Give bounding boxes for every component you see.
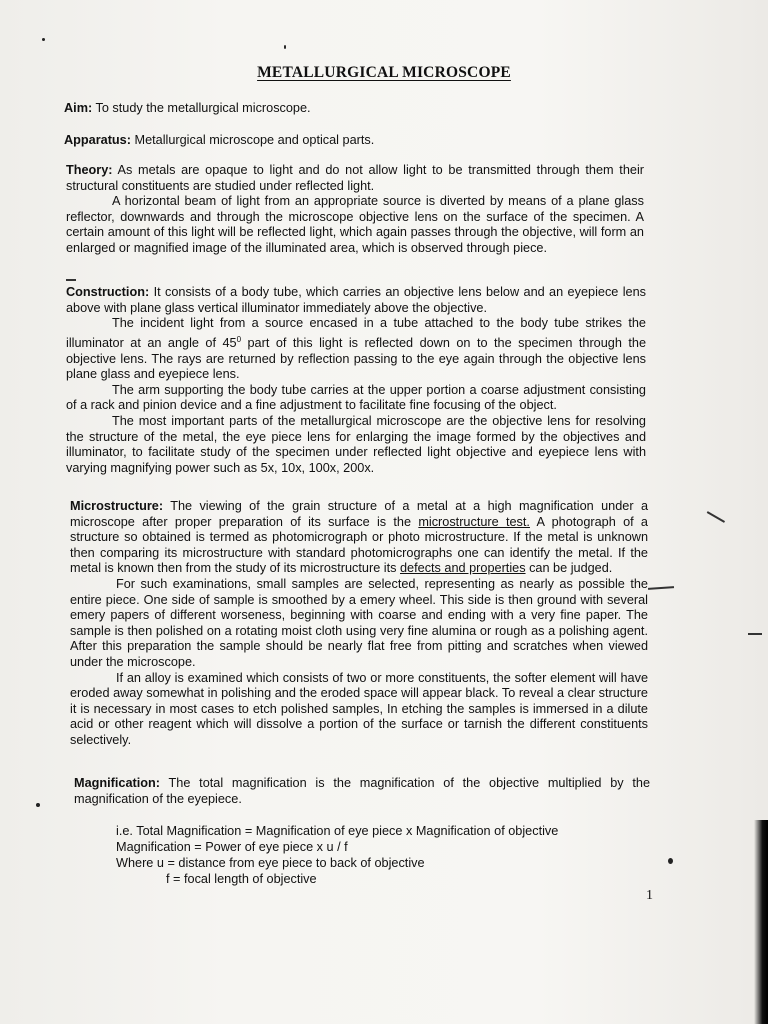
theory-label: Theory: (66, 163, 113, 177)
scan-speck (668, 858, 673, 864)
microstructure-paragraph-2: For such examinations, small samples are selected, representing as nearly as possible the entire piece. One side of sample is smoothed by a emery wheel. This side is then ground with several emery papers of different worseness, beginning with coarse and ending with a very fine paper. The sample is then polished on a rotating moist cloth using very fine alumina or rough as a polishing agent. After this preparation the sample should be nearly flat free from pitting and scratches when viewed under the microscope. (70, 576, 648, 669)
apparatus-label: Apparatus: (64, 133, 131, 147)
aim-label: Aim: (64, 101, 93, 115)
aim-text: To study the metallurgical microscope. (95, 101, 311, 115)
theory-paragraph-1 (66, 163, 644, 194)
microstructure-text-1c: can be judged. (525, 561, 613, 576)
apparatus-section (64, 133, 664, 149)
degree-superscript: 0 (236, 334, 242, 344)
construction-text-2b: part of this light is reflected down on to the specimen through the objective lens. The rays are returned by reflection passing to the eye again through the objective lens plane glass and eyepiece lens. (66, 336, 646, 382)
magnification-section (74, 776, 650, 807)
formula-magnification: Magnification = Power of eye piece x u / f (116, 840, 348, 854)
aim-section (64, 101, 664, 117)
microstructure-test-underlined: microstructure test. (418, 514, 530, 529)
formula-where-u: Where u = distance from eye piece to back of objective (116, 856, 425, 870)
defects-properties-underlined: defects and properties (400, 561, 526, 576)
microstructure-label: Microstructure: (70, 499, 164, 513)
scan-stroke (66, 279, 76, 281)
construction-paragraph-2 (66, 316, 646, 383)
construction-text-2a: The incident light from a source encased in a tube attached to the body tube strikes the illuminator at an angle of 45 (66, 316, 646, 351)
microstructure-section (70, 499, 648, 749)
scan-stroke (748, 633, 762, 635)
formula-total-magnification: i.e. Total Magnification = Magnification of eye piece x Magnification of objective (116, 824, 559, 838)
theory-text-1: As metals are opaque to light and do not allow light to be transmitted through them their structural constituents are studied under reflected light. (66, 163, 644, 193)
formula-where-f: f = focal length of objective (166, 872, 317, 886)
magnification-text: The total magnification is the magnification of the objective multiplied by the magnification of the eyepiece. (74, 776, 651, 806)
page-number: 1 (646, 888, 653, 903)
scan-stroke (707, 511, 725, 522)
scan-stroke (648, 586, 674, 589)
apparatus-text: Metallurgical microscope and optical parts. (134, 133, 375, 147)
construction-text-1: It consists of a body tube, which carries an objective lens below and an eyepiece lens above with plane glass vertical illuminator immediately above the objective. (66, 285, 646, 315)
microstructure-text-1a: The viewing of the grain structure of a metal at a high magnification under a microscope after proper preparation of its surface is the (70, 499, 648, 529)
scan-speck (36, 803, 40, 807)
page-title: METALLURGICAL MICROSCOPE (257, 64, 511, 81)
scan-speck (284, 45, 286, 49)
microstructure-text-1b: A photograph of a structure so obtained is termed as photomicrograph or photo microstructure. If the metal is unknown then comparing its microstructure with standard photomicrographs one can identify the metal. If the metal is known then from the study of its microstructure its (70, 514, 648, 576)
microstructure-paragraph-3: If an alloy is examined which consists of two or more constituents, the softer element will have eroded away somewhat in polishing and the eroded space will appear black. To reveal a clear structure it is necessary in most cases to etch polished samples, In etching the samples is immersed in a dilute acid or other reagent which will dissolve a portion of the surface or tarnish the different constituents selectively. (70, 670, 648, 747)
construction-paragraph-1 (66, 285, 646, 316)
construction-paragraph-4: The most important parts of the metallurgical microscope are the objective lens for resolving the structure of the metal, the eye piece lens for enlarging the image formed by the objectives and illuminator, to facilitate study of the specimen under reflected light objective and eyepiece lens with varying magnifying power such as 5x, 10x, 100x, 200x. (66, 413, 646, 475)
theory-section (66, 163, 644, 257)
theory-paragraph-2: A horizontal beam of light from an appropriate source is diverted by means of a plane glass reflector, downwards and through the microscope objective lens on the surface of the specimen. A certain amount of this light will be reflected light, which again passes through the objective, will form an enlarged or magnified image of the illuminated area, which is observed through piece. (66, 194, 644, 255)
construction-section (66, 285, 646, 476)
construction-paragraph-3: The arm supporting the body tube carries at the upper portion a coarse adjustment consisting of a rack and pinion device and a fine adjustment to facilitate fine focusing of the object. (66, 382, 646, 413)
construction-label: Construction: (66, 285, 150, 299)
magnification-label: Magnification: (74, 776, 160, 790)
scan-speck (42, 38, 45, 41)
microstructure-paragraph-1 (70, 499, 648, 577)
scan-shadow-edge (754, 820, 768, 1024)
